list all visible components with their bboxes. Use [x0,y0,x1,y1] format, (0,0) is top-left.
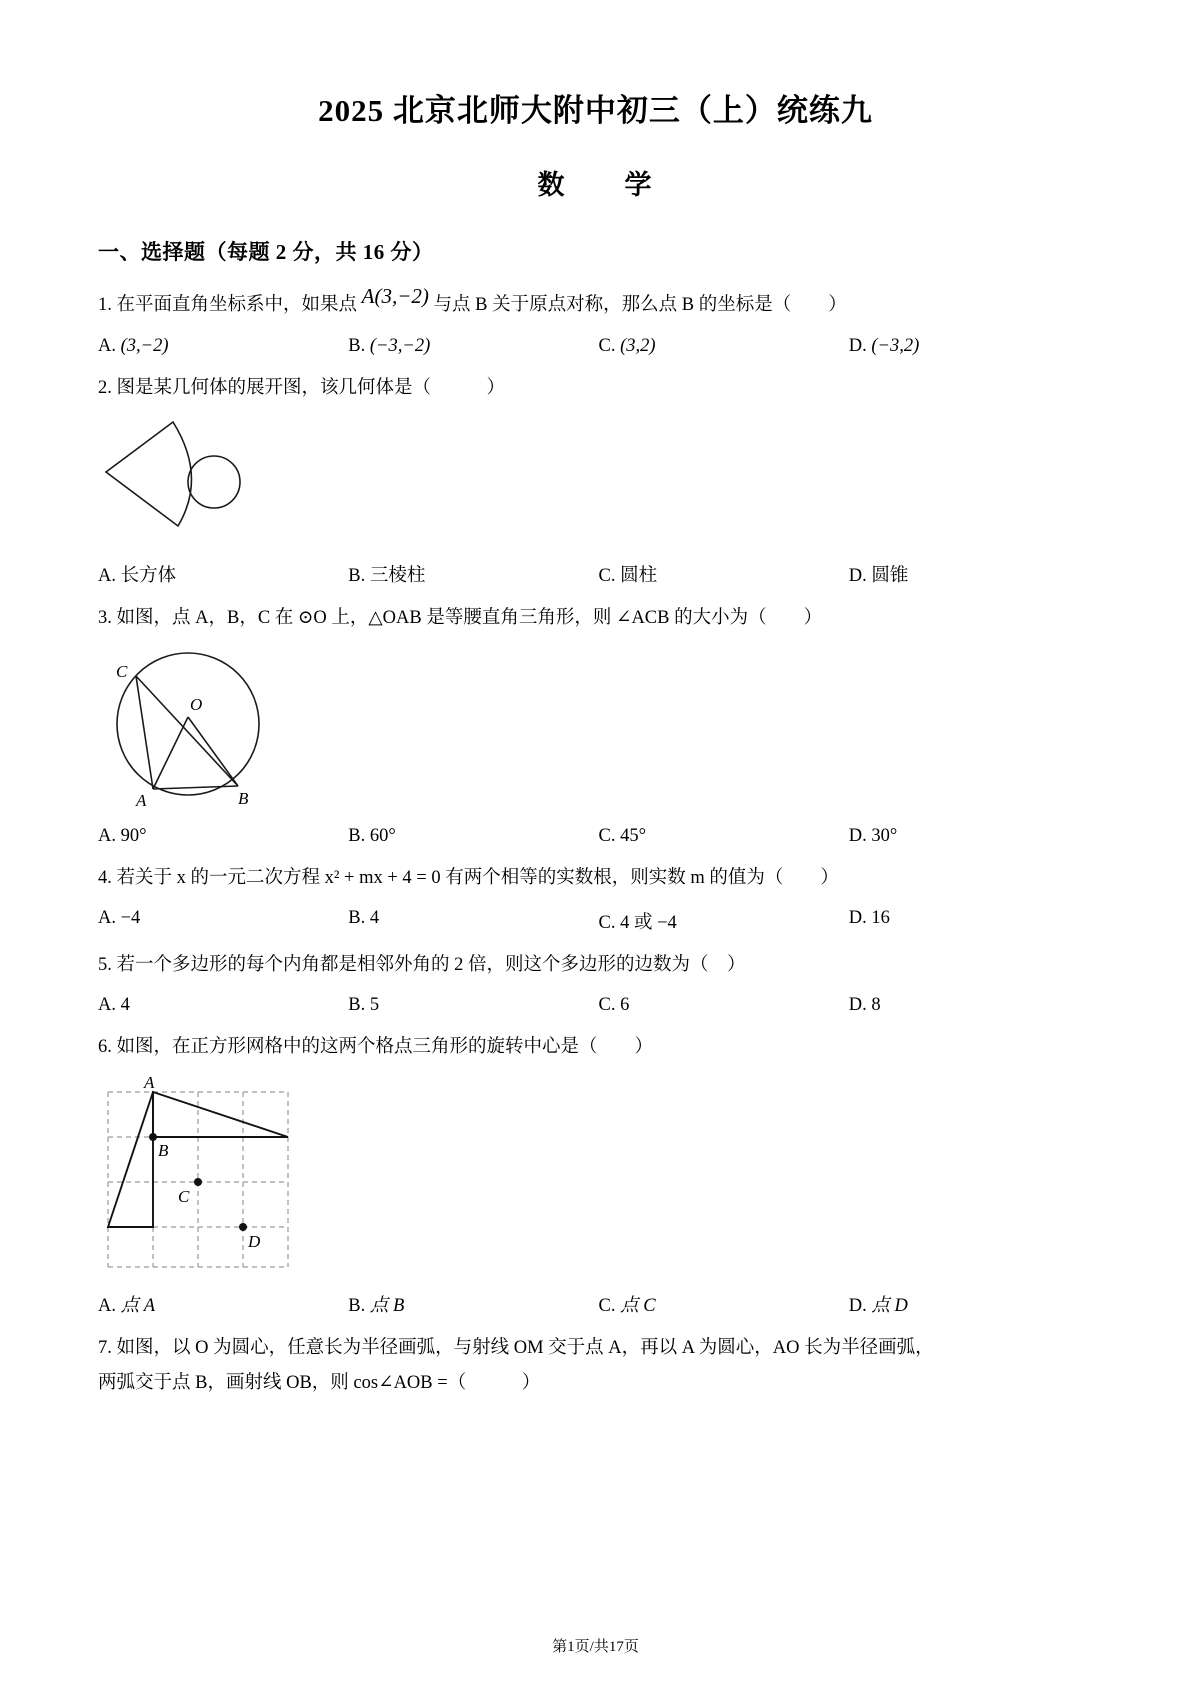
option-1-A[interactable] [98,336,348,357]
option-6-D[interactable] [849,1291,1099,1317]
label-A: A [136,791,147,810]
base-circle-shape [188,456,240,508]
question-1-text [98,284,1099,324]
option-3-C[interactable] [599,826,849,847]
option-label: A. [98,826,116,847]
question-6-figure-grid [98,1074,1099,1279]
option-label: D. [848,826,867,847]
option-4-A[interactable] [98,908,348,934]
option-label: B. [348,566,366,587]
option-5-A[interactable] [98,995,348,1016]
question-7-text [98,1331,1099,1366]
option-value: 长方体 [120,566,177,587]
question-4-options [98,908,1099,934]
option-4-B[interactable] [348,908,598,934]
option-value: 4 [120,995,130,1016]
option-label: C. [598,1295,616,1316]
option-value: 4 或 −4 [620,913,677,934]
question-7-line2-wrap [98,1366,1099,1401]
question-2-number: 2. [98,377,112,398]
option-5-D[interactable] [849,995,1099,1016]
option-label: B. [348,826,366,847]
subject-title: 数 学 [537,170,654,200]
segment-CA [136,676,153,789]
triangle-one [153,1092,288,1137]
option-value: −4 [120,908,141,929]
option-4-D[interactable] [849,908,1099,934]
question-2-figure-cone-net [98,414,1099,549]
question-5-body: 若一个多边形的每个内角都是相邻外角的 2 倍，则这个多边形的边数为（ ） [116,955,746,976]
option-value: 点 D [871,1295,908,1316]
question-4-text [98,861,1099,896]
label-B: B [158,1140,169,1160]
question-6-body: 如图，在正方形网格中的这两个格点三角形的旋转中心是（ ） [116,1037,654,1058]
option-value: 点 B [369,1295,405,1316]
option-label: B. [348,1295,366,1316]
option-label: C. [598,913,616,934]
option-value: (−3,−2) [369,335,431,356]
option-value: 点 C [620,1295,656,1316]
option-label: D. [848,335,867,356]
label-D: D [248,1231,261,1251]
question-7-line2: 两弧交于点 B，画射线 OB，则 cos∠AOB =（ ） [98,1372,541,1393]
option-2-A[interactable] [98,561,348,587]
option-label: A. [98,335,116,356]
question-5-options [98,995,1099,1016]
question-4-body: 若关于 x 的一元二次方程 x² + mx + 4 = 0 有两个相等的实数根，则实数 m 的值为（ ） [116,868,839,889]
question-3-figure-circle [98,644,1099,814]
question-3-options [98,826,1099,847]
question-3-body: 如图，点 A，B，C 在 ⊙O 上，△OAB 是等腰直角三角形，则 ∠ACB 的大小为（ ） [116,608,823,629]
option-label: C. [598,826,616,847]
label-O: O [190,695,203,715]
segment-CB [136,676,238,786]
option-label: B. [348,908,366,929]
point-B-dot [149,1133,157,1141]
option-value: 6 [620,995,630,1016]
question-6-number: 6. [98,1037,112,1058]
page-title: 2025 北京北师大附中初三（上）统练九 [318,93,873,128]
option-label: D. [848,1295,867,1316]
question-7-number: 7. [98,1337,112,1358]
question-1-options [98,336,1099,357]
question-1-formula: A(3,−2) [361,284,429,308]
question-3-text [98,601,1099,636]
question-6-options [98,1291,1099,1317]
question-7-line1: 如图，以 O 为圆心，任意长为半径画弧，与射线 OM 交于点 A，再以 A 为圆心，AO 长为半径画弧， [116,1337,934,1358]
option-value: 60° [369,826,396,847]
option-value: (−3,2) [871,335,920,356]
question-5-number: 5. [98,955,112,976]
grid-triangles-svg [98,1074,313,1274]
option-label: A. [98,995,116,1016]
cone-net-svg [98,414,298,544]
option-label: A. [98,1295,116,1316]
option-value: 圆锥 [871,566,909,587]
segment-OA [153,717,188,789]
label-C: C [116,662,128,682]
page-footer: 第1页/共17页 [552,1639,639,1655]
option-value: 30° [871,826,898,847]
option-2-B[interactable] [348,561,598,587]
section-heading: 一、选择题（每题 2 分，共 16 分） [98,240,434,264]
option-value: 8 [871,995,881,1016]
option-value: 点 A [120,1295,156,1316]
option-label: C. [598,335,616,356]
question-2-body: 图是某几何体的展开图，该几何体是（ ） [116,377,506,398]
option-5-C[interactable] [599,995,849,1016]
circle-O-shape [117,653,259,795]
option-label: A. [98,908,116,929]
option-label: D. [848,995,867,1016]
question-1-text-before: 在平面直角坐标系中，如果点 [116,295,358,315]
question-2-options [98,561,1099,587]
option-value: 三棱柱 [369,566,426,587]
label-A: A [144,1073,155,1092]
option-value: 90° [120,826,147,847]
option-value: (3,−2) [120,335,169,356]
label-B: B [238,789,249,809]
option-2-C[interactable] [599,561,849,587]
option-label: A. [98,566,116,587]
option-6-B[interactable] [348,1291,598,1317]
option-5-B[interactable] [348,995,598,1016]
circle-triangle-svg [98,644,308,809]
point-D-dot [239,1223,247,1231]
option-value: 4 [369,908,380,929]
option-1-C[interactable] [599,336,849,357]
option-2-D[interactable] [849,561,1099,587]
exam-content [98,236,1099,1401]
segment-AB [153,786,238,789]
segment-OB [188,717,238,786]
question-4-number: 4. [98,868,112,889]
option-value: 圆柱 [620,566,658,587]
question-1-number: 1. [98,295,112,315]
option-label: D. [848,908,867,929]
option-value: 16 [871,908,890,929]
option-label: D. [848,566,867,587]
option-label: B. [348,995,366,1016]
triangle-two [108,1092,153,1227]
option-label: C. [598,566,616,587]
option-value: 45° [620,826,646,847]
option-label: B. [348,335,366,356]
question-5-text [98,948,1099,983]
question-2-text [98,371,1099,406]
point-C-dot [194,1178,202,1186]
option-3-D[interactable] [849,826,1099,847]
option-4-C[interactable] [599,908,849,934]
option-6-C[interactable] [599,1291,849,1317]
option-6-A[interactable] [98,1291,348,1317]
question-1-text-after: 与点 B 关于原点对称，那么点 B 的坐标是（ ） [433,295,847,315]
option-3-A[interactable] [98,826,348,847]
question-3-number: 3. [98,608,112,629]
option-value: 5 [369,995,380,1016]
option-3-B[interactable] [348,826,598,847]
label-C: C [178,1186,190,1206]
option-1-D[interactable] [849,336,1099,357]
question-6-text [98,1030,1099,1065]
sector-shape [106,422,192,526]
option-1-B[interactable] [348,336,598,357]
option-label: C. [598,995,616,1016]
option-value: (3,2) [620,335,656,356]
